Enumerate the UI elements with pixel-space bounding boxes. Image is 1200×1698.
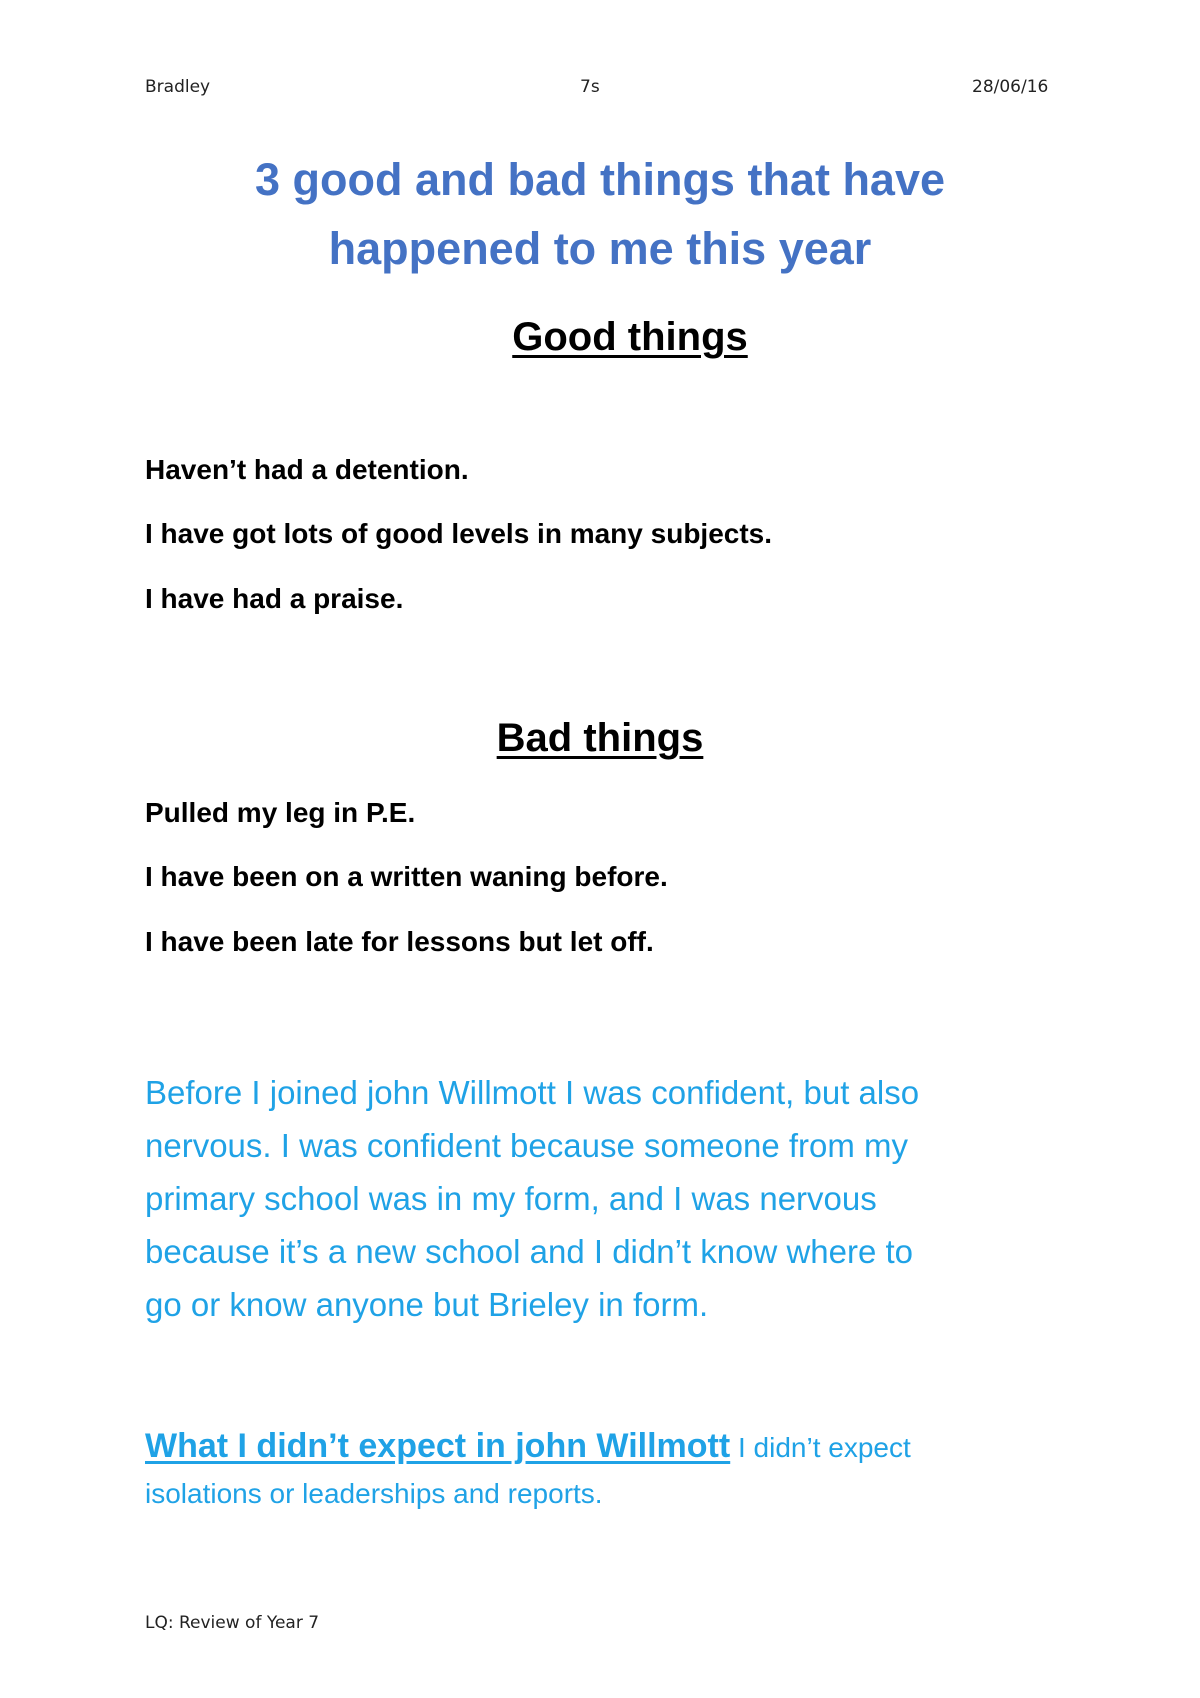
expectation-label: What I didn’t expect in john Willmott: [145, 1427, 731, 1465]
expectation-text-2: isolations or leaderships and reports.: [145, 1478, 603, 1509]
good-item-2: I have got lots of good levels in many subjects.: [145, 518, 773, 549]
page-title-line-1: 3 good and bad things that have: [254, 154, 946, 205]
good-item-3: I have had a praise.: [145, 583, 404, 614]
expectation-text-1: I didn’t expect: [730, 1432, 911, 1463]
good-item-1: Haven’t had a detention.: [145, 454, 469, 485]
paragraph-line-2: nervous. I was confident because someone from my: [145, 1127, 909, 1164]
footer-learning-question: LQ: Review of Year 7: [145, 1613, 320, 1633]
expectation-block: [145, 1423, 1045, 1517]
bad-item-2: I have been on a written waning before.: [145, 861, 668, 892]
paragraph-line-4: because it’s a new school and I didn’t know where to: [145, 1233, 914, 1270]
header-form-group: 7s: [580, 77, 600, 97]
page-title-line-2: happened to me this year: [328, 223, 872, 274]
bad-things-heading: Bad things: [496, 716, 704, 760]
paragraph-line-5: go or know anyone but Brieley in form.: [145, 1286, 709, 1323]
bad-item-1: Pulled my leg in P.E.: [145, 797, 416, 828]
bad-item-3: I have been late for lessons but let off.: [145, 926, 654, 957]
good-things-heading: Good things: [512, 315, 748, 359]
paragraph-line-1: Before I joined john Willmott I was confident, but also: [145, 1074, 920, 1111]
header-date: 28/06/16: [972, 77, 1049, 97]
header-student-name: Bradley: [145, 77, 211, 97]
paragraph-line-3: primary school was in my form, and I was nervous: [145, 1180, 877, 1217]
